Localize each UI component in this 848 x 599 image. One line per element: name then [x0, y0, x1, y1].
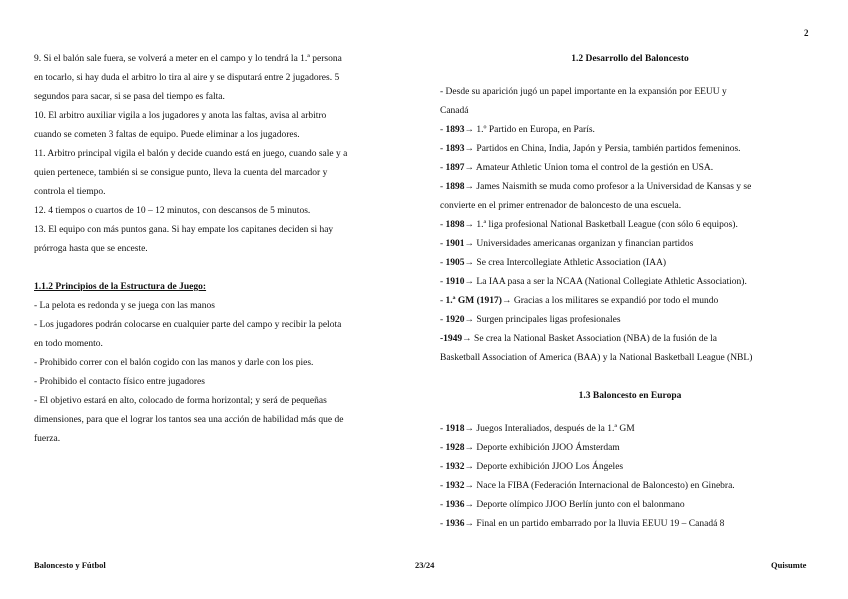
text-line: 12. 4 tiempos o cuartos de 10 – 12 minutos, con descansos de 5 minutos. [34, 206, 311, 216]
text-line: - El objetivo estará en alto, colocado de forma horizontal; y será de pequeñas [34, 396, 327, 406]
text-line: cuando se cometen 3 faltas de equipo. Puede eliminar a los jugadores. [34, 130, 300, 140]
text-line: - Desde su aparición jugó un papel importante en la expansión por EEUU y [440, 87, 727, 97]
item-text: → Deporte exhibición JJOO Los Ángeles [464, 462, 624, 472]
timeline-item [440, 349, 820, 368]
item-year: 1920 [445, 315, 465, 325]
item-year: 1893 [445, 144, 465, 154]
timeline-item [440, 515, 820, 534]
text-line: en tocarlo, si hay duda el arbitro lo tira al aire y se disputará entre 2 jugadores. 5 [34, 73, 340, 83]
text-line: 13. El equipo con más puntos gana. Si hay empate los capitanes deciden si hay [34, 225, 334, 235]
item-text: → Partidos en China, India, Japón y Persia, también partidos femeninos. [464, 144, 741, 154]
item-prefix: - [440, 443, 446, 453]
item-prefix: - [440, 163, 446, 173]
item-text: → 1.ª liga profesional National Basketball League (con sólo 6 equipos). [464, 220, 738, 230]
item-text: → James Naismith se muda como profesor a la Universidad de Kansas y se [464, 182, 752, 192]
item-year: 1928 [445, 443, 465, 453]
item-text: → La IAA pasa a ser la NCAA (National Collegiate Athletic Association). [464, 277, 747, 287]
item-prefix: - [440, 519, 446, 529]
timeline-item [440, 197, 820, 216]
item-prefix: - [440, 500, 446, 510]
timeline-item [440, 439, 820, 458]
timeline-item [440, 330, 820, 349]
text-line: controla el tiempo. [34, 187, 106, 197]
item-text: → Deporte olímpico JJOO Berlín junto con el balonmano [464, 500, 685, 510]
item-prefix: - [440, 277, 446, 287]
item-prefix: - [440, 481, 446, 491]
timeline-item [440, 140, 820, 159]
timeline-item [440, 216, 820, 235]
item-text: → Deporte exhibición JJOO Ámsterdam [464, 443, 620, 453]
text-line: - Prohibido el contacto físico entre jugadores [34, 377, 205, 387]
left-column [34, 50, 414, 449]
footer-author: Quisumte [771, 560, 807, 570]
item-year: 1936 [445, 519, 465, 529]
item-text: → Final en un partido embarrado por la lluvia EEUU 19 – Canadá 8 [464, 519, 725, 529]
timeline-item [440, 159, 820, 178]
text-line: fuerza. [34, 434, 61, 444]
timeline-item [440, 477, 820, 496]
timeline-item [440, 121, 820, 140]
text-line: 9. Si el balón sale fuera, se volverá a meter en el campo y lo tendrá la 1.ª persona [34, 54, 342, 64]
item-prefix: - [440, 296, 446, 306]
item-prefix: - [440, 239, 446, 249]
item-prefix: - [440, 258, 446, 268]
item-text: → Se crea Intercollegiate Athletic Association (IAA) [464, 258, 667, 268]
item-text: → Se crea la National Basket Association (NBA) de la fusión de la [462, 334, 718, 344]
timeline-item [440, 458, 820, 477]
item-year: 1910 [445, 277, 465, 287]
item-year: 1898 [445, 182, 465, 192]
item-prefix: - [440, 462, 446, 472]
text-line: - La pelota es redonda y se juega con las manos [34, 301, 215, 311]
item-text: → Amateur Athletic Union toma el control de la gestión en USA. [464, 163, 714, 173]
item-year: 1905 [445, 258, 465, 268]
rules-list [34, 50, 414, 259]
item-year: 1901 [445, 239, 465, 249]
timeline-item [440, 420, 820, 439]
timeline-list [440, 121, 820, 368]
item-year: 1893 [445, 125, 465, 135]
item-text: Basketball Association of America (BAA) y la National Basketball League (NBL) [440, 353, 753, 363]
item-prefix: - [440, 315, 446, 325]
item-year: 1932 [445, 481, 465, 491]
text-line: 10. El arbitro auxiliar vigila a los jugadores y anota las faltas, avisa al arbitro [34, 111, 327, 121]
item-year: 1918 [445, 424, 465, 434]
footer-left: Baloncesto y Fútbol [34, 560, 106, 570]
section-heading-desarrollo: 1.2 Desarrollo del Baloncesto [571, 54, 689, 64]
right-column [440, 50, 820, 534]
text-line: prórroga hasta que se enceste. [34, 244, 148, 254]
item-year: 1897 [445, 163, 465, 173]
page-number: 2 [804, 28, 809, 38]
timeline-item [440, 292, 820, 311]
footer-page-count: 23/24 [415, 560, 435, 570]
item-prefix: - [440, 424, 446, 434]
item-year: 1932 [445, 462, 465, 472]
timeline-item [440, 178, 820, 197]
text-line: 11. Arbitro principal vigila el balón y decide cuando está en juego, cuando sale y a [34, 149, 348, 159]
item-text: convierte en el primer entrenador de baloncesto de una escuela. [440, 201, 682, 211]
item-text: → Universidades americanas organizan y financian partidos [464, 239, 694, 249]
timeline-item [440, 311, 820, 330]
item-year: -1949 [440, 334, 463, 344]
item-text: → 1.º Partido en Europa, en París. [464, 125, 595, 135]
timeline-item [440, 496, 820, 515]
item-prefix: - [440, 182, 446, 192]
timeline-item [440, 235, 820, 254]
text-line: en todo momento. [34, 339, 103, 349]
text-line: segundos para sacar, si se pasa del tiempo es falta. [34, 92, 225, 102]
text-line: - Los jugadores podrán colocarse en cualquier parte del campo y recibir la pelota [34, 320, 342, 330]
text-line: - Prohibido correr con el balón cogido con las manos y darle con los pies. [34, 358, 314, 368]
timeline-item [440, 254, 820, 273]
item-text: → Nace la FIBA (Federación Internacional de Baloncesto) en Ginebra. [464, 481, 735, 491]
timeline-item [440, 273, 820, 292]
text-line: dimensiones, para que el lograr los tantos sea una acción de habilidad más que de [34, 415, 344, 425]
item-year: 1936 [445, 500, 465, 510]
item-text: → Juegos Interaliados, después de la 1.ª GM [464, 424, 635, 434]
text-line: quien pertenece, también si se consigue punto, lleva la cuenta del marcador y [34, 168, 328, 178]
item-text: → Gracias a los militares se expandió por todo el mundo [501, 296, 719, 306]
item-year: 1.ª GM (1917) [445, 296, 502, 306]
item-prefix: - [440, 220, 446, 230]
text-line: Canadá [440, 106, 469, 116]
section-heading-europa: 1.3 Baloncesto en Europa [578, 391, 682, 401]
intro-paragraph [440, 83, 820, 121]
europe-timeline-list [440, 420, 820, 534]
section-heading-principios: 1.1.2 Principios de la Estructura de Juego: [34, 282, 207, 292]
principles-list [34, 297, 414, 449]
item-prefix: - [440, 125, 446, 135]
item-year: 1898 [445, 220, 465, 230]
item-text: → Surgen principales ligas profesionales [464, 315, 621, 325]
item-prefix: - [440, 144, 446, 154]
